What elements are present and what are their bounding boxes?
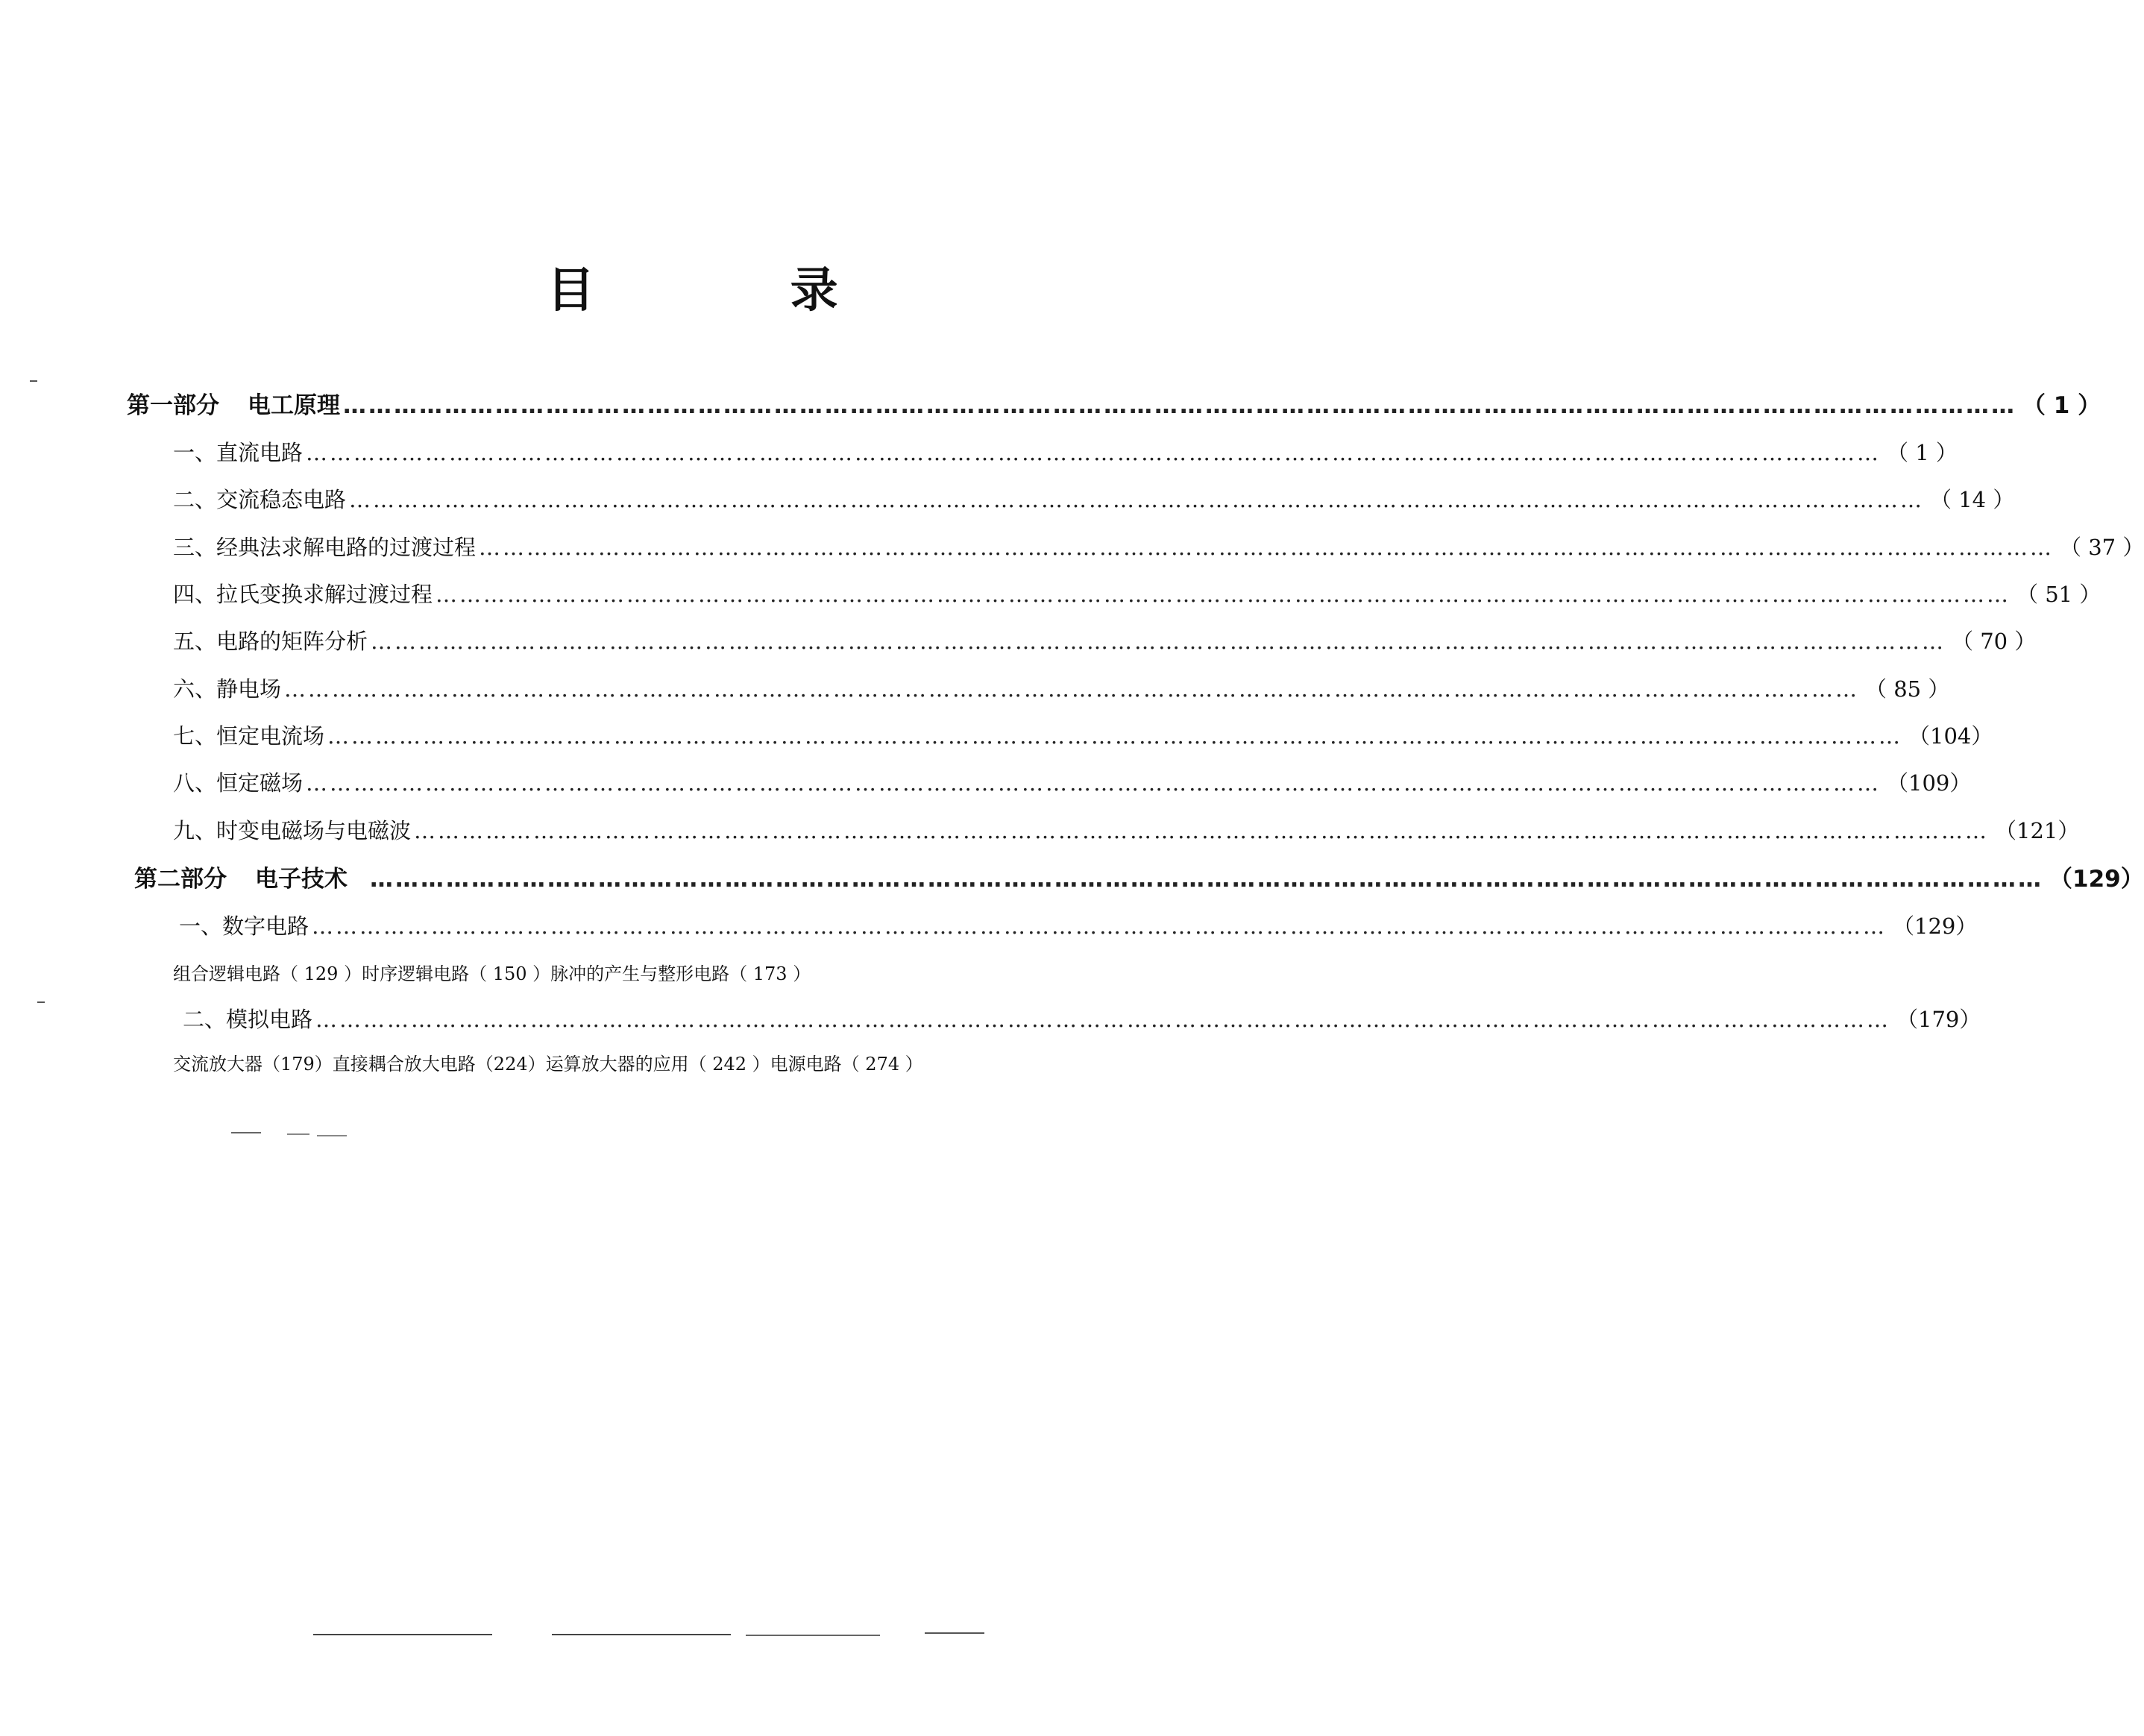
subsection-list: 组合逻辑电路（ 129 ）时序逻辑电路（ 150 ）脉冲的产生与整形电路（ 173 ） [173,963,811,984]
chapter-label: 七、恒定电流场 [173,723,325,749]
toc-chapter[interactable] [173,578,2101,608]
page-number: （104） [1908,723,1993,749]
scan-mark [746,1635,880,1636]
part-2-label: 第二部分 电子技术 [134,866,348,893]
chapter-label: 三、经典法求解电路的过渡过程 [173,535,477,560]
chapter-label: 一、数字电路 [179,913,309,939]
leader-dots: ……………………………………………………………………………………………………………………………………………………………………………… [479,535,2055,560]
page-number: （121） [1995,818,2080,843]
page-number: （ 1 ） [2022,392,2101,419]
chapter-label: 九、时变电磁场与电磁波 [173,818,412,843]
scan-mark [231,1132,261,1133]
page-number: （ 51 ） [2016,582,2101,607]
chapter-label: 二、交流稳态电路 [173,487,347,512]
page-title: 目 录 [547,263,928,318]
page-number: （129） [1893,913,1978,939]
scan-mark [552,1634,731,1635]
leader-dots: ……………………………………………………………………………………………………………………………………………………………………………… [343,392,2016,419]
scan-mark [317,1135,347,1136]
page-number: （179） [1896,1007,1981,1032]
scan-mark [313,1634,492,1635]
toc-part-2[interactable] [134,860,2144,893]
page-number: （ 85 ） [1865,676,1950,702]
toc-chapter[interactable] [173,625,2037,655]
chapter-label: 二、模拟电路 [183,1007,313,1032]
page-number: （ 14 ） [1930,487,2015,512]
toc-chapter[interactable] [173,483,2015,514]
toc-chapter[interactable] [173,767,1972,797]
toc-part-1[interactable] [127,386,2101,420]
page-number: （ 70 ） [1952,629,2037,654]
leader-dots: ……………………………………………………………………………………………………………………………………………………………………………… [436,582,2011,607]
leader-dots: ……………………………………………………………………………………………………………………………………………………………………………… [315,1007,1891,1032]
toc-chapter[interactable] [173,531,2144,562]
leader-dots: ……………………………………………………………………………………………………………………………………………………………………………… [306,440,1881,465]
scan-mark [30,380,37,382]
toc-chapter[interactable] [173,673,1950,703]
leader-dots: ……………………………………………………………………………………………………………………………………………………………………………… [312,913,1887,939]
page-number: （129） [2049,866,2144,893]
page-number: （ 37 ） [2060,535,2144,560]
toc-chapter[interactable] [179,910,1978,940]
chapter-label: 四、拉氏变换求解过渡过程 [173,582,433,607]
page-number: （ 1 ） [1887,440,1958,465]
chapter-label: 一、直流电路 [173,440,304,465]
leader-dots: ……………………………………………………………………………………………………………………………………………………………………………… [349,487,1925,512]
scan-mark [287,1133,309,1135]
page-number: （109） [1887,770,1972,796]
leader-dots: ……………………………………………………………………………………………………………………………………………………………………………… [371,629,1946,654]
leader-dots: ……………………………………………………………………………………………………………………………………………………………………………… [370,866,2043,893]
toc-chapter[interactable] [173,436,1958,467]
scan-mark [37,1001,45,1003]
scan-mark [925,1632,984,1634]
leader-dots: ……………………………………………………………………………………………………………………………………………………………………………… [306,770,1881,796]
chapter-label: 六、静电场 [173,676,282,702]
leader-dots: ……………………………………………………………………………………………………………………………………………………………………………… [414,818,1990,843]
subsection-list: 交流放大器（179）直接耦合放大电路（224）运算放大器的应用（ 242 ）电源电路（ 274 ） [173,1054,923,1075]
leader-dots: ……………………………………………………………………………………………………………………………………………………………………………… [284,676,1860,702]
chapter-label: 八、恒定磁场 [173,770,304,796]
part-1-label: 第一部分 电工原理 [127,392,340,419]
chapter-label: 五、电路的矩阵分析 [173,629,368,654]
toc-chapter[interactable] [183,1003,1981,1034]
toc-chapter[interactable] [173,814,2080,845]
leader-dots: ……………………………………………………………………………………………………………………………………………………………………………… [327,723,1903,749]
toc-chapter[interactable] [173,720,1993,750]
